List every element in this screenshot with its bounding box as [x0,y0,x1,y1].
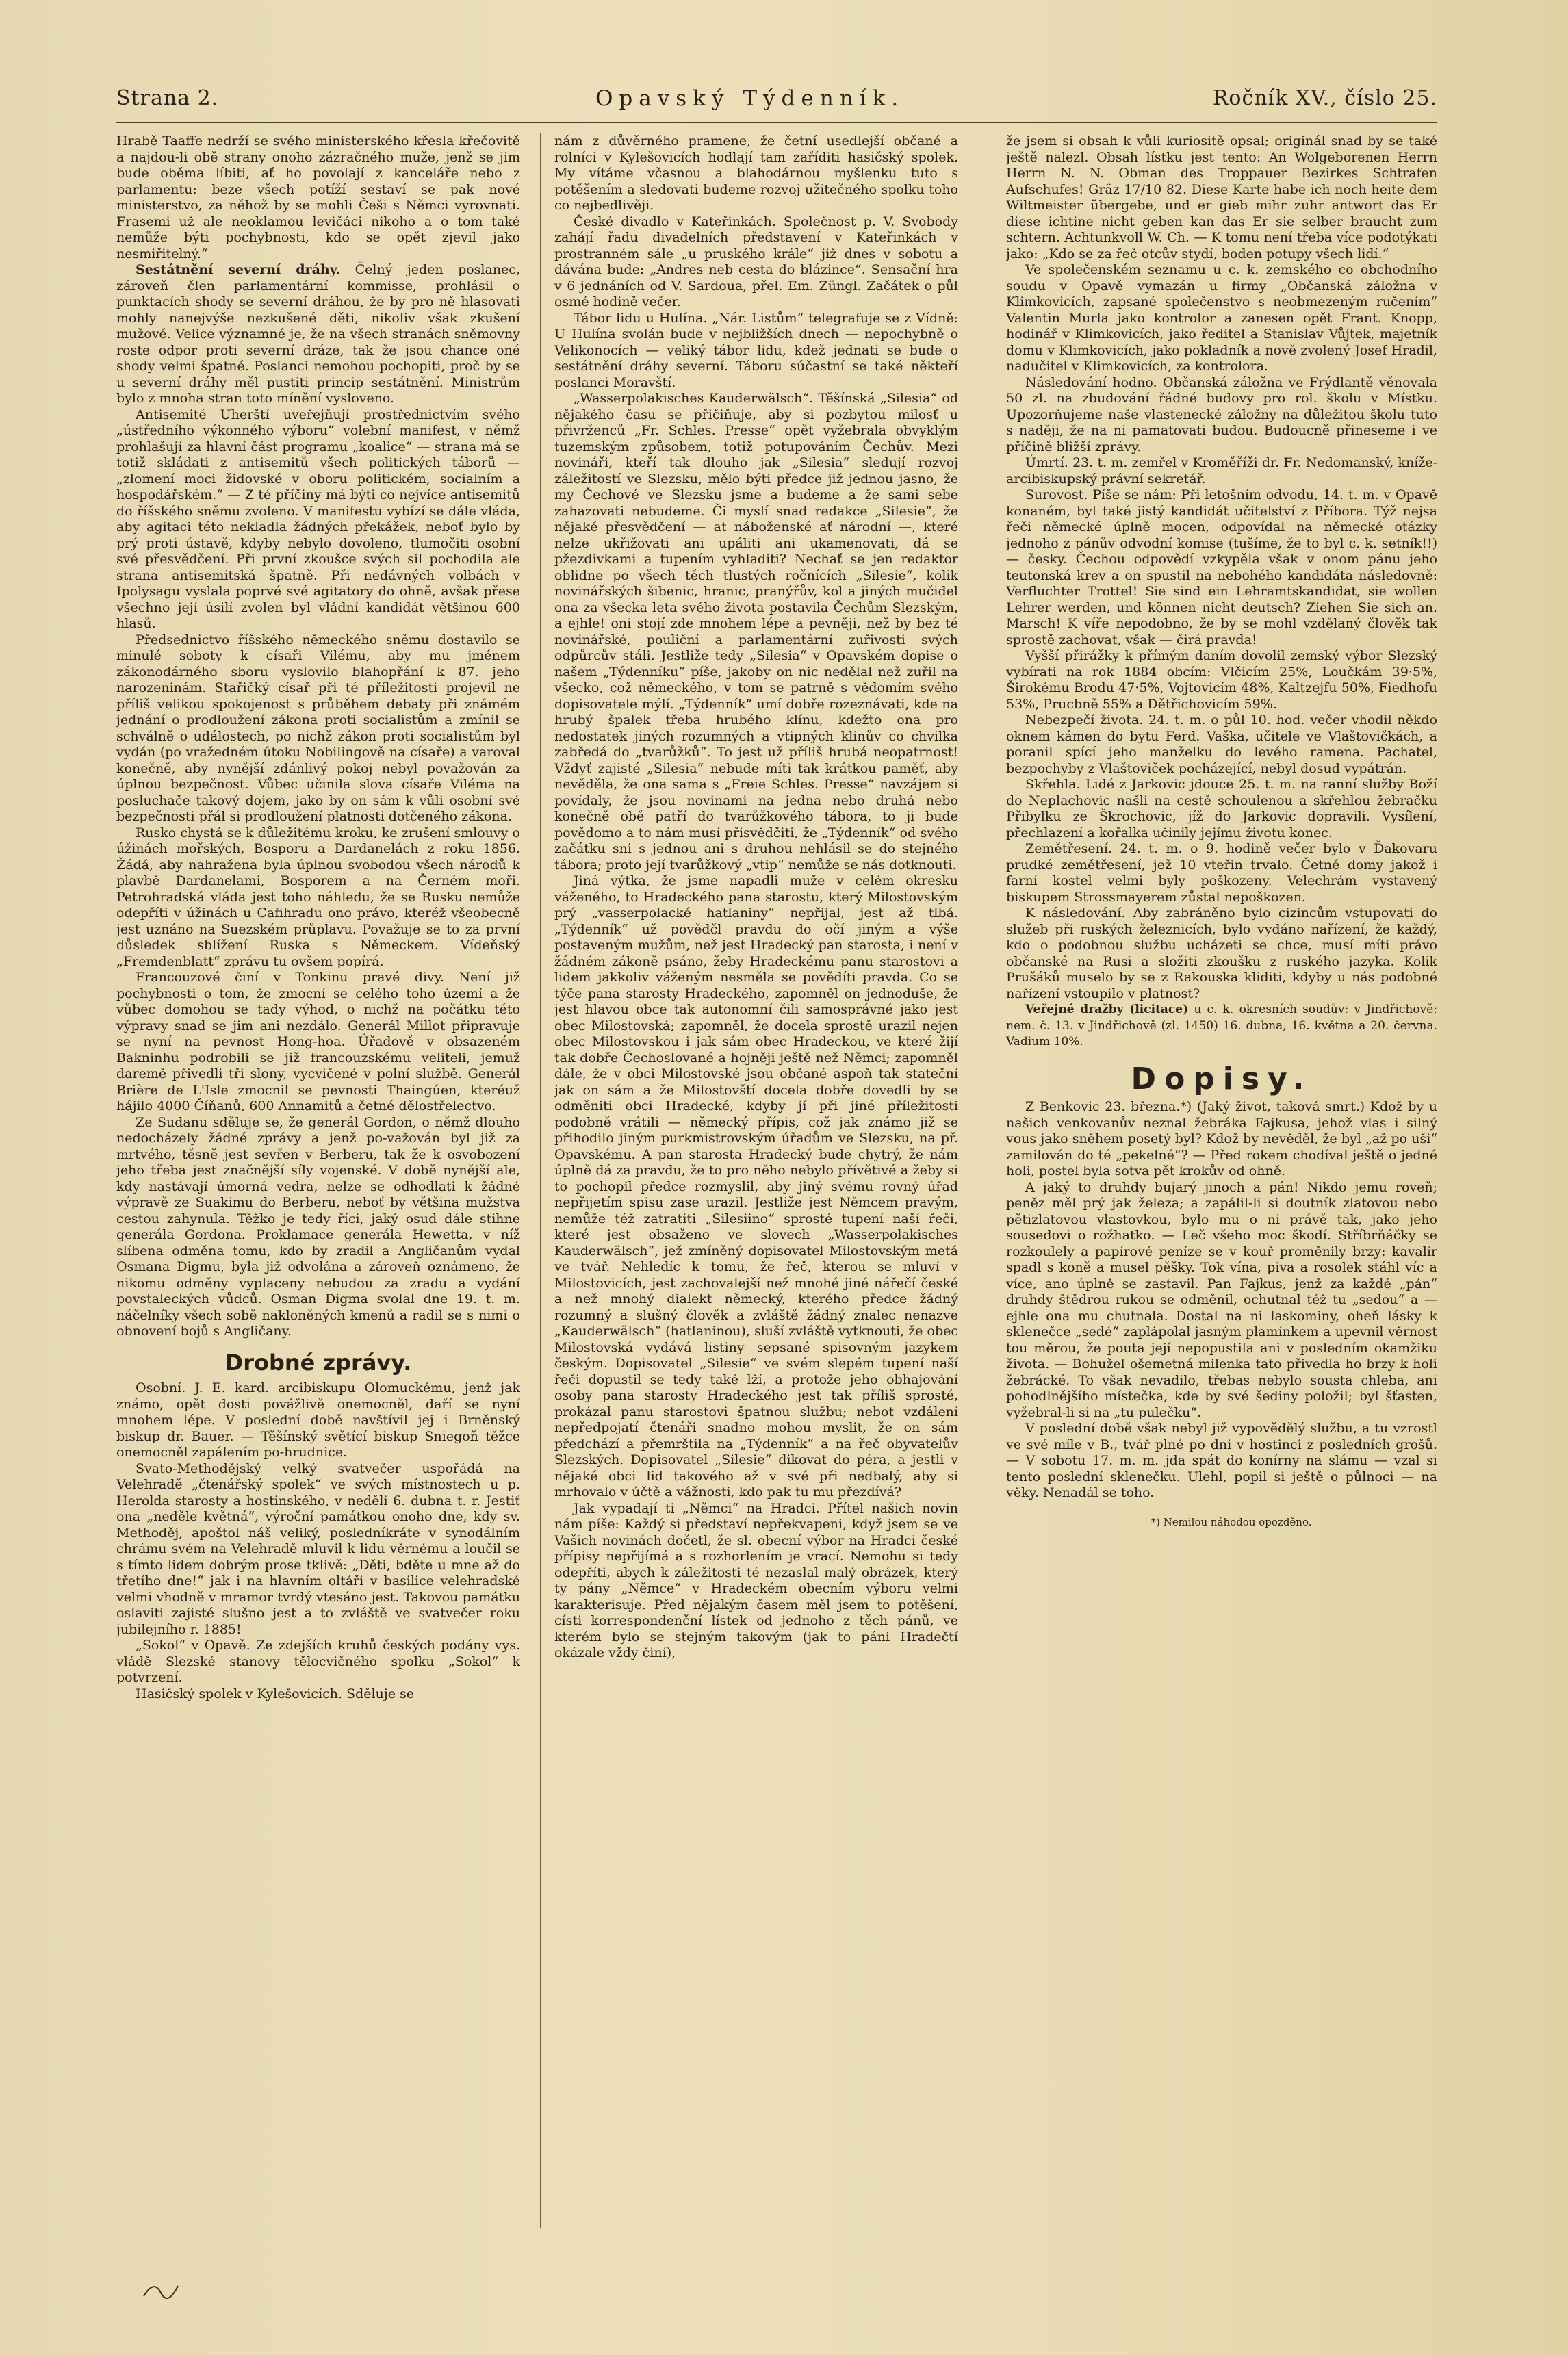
news-item: Tábor lidu u Hulína. „Nár. Listům“ telegrafuje se z Vídně: U Hulína svolán bude v nejbližších dnech — nepochybně o Velikonocích — veliký tábor lidu, kdež jednati se bude o sestátnění dráhy severní. Táboru súčastní se také někteří poslanci Moravští. [554,310,958,390]
news-item: Vyšší přirážky k přímým daním dovolil zemský výbor Slezský vybírati na rok 1884 obcím: Vlčicím 25%, Loučkám 39·5%, Širokému Brodu 47·5%, Vojtovicím 48%, Kaltzejfu 50%, Fiedhofu 53%, Prucbně 55% a Dětřichovicím 59%. [1006,648,1437,712]
news-item: „Sokol“ v Opavě. Ze zdejších kruhů českých podány vys. vládě Slezské stanovy tělocvičného spolku „Sokol“ k potvrzení. [116,1638,520,1685]
news-item: Jak vypadají ti „Němci“ na Hradci. Přítel našich novin nám píše: Každý si představí nepřekvapeni, když jsem se ve Vašich novinách dočetl, že sl. obecní výbor na Hradci české přípisy nepřijímá a s rozhorlením je vrací. Nemohu si tedy odepříti, abych k záležitosti té nezaslal malý obrázek, který ty pány „Němce“ v Hradeckém obecním výboru velmi karakterisuje. Před nějakým časem měl jsem to potěšení, císti korrespondenční lístek od jednoho z těch pánů, ve kterém bylo se stejným takovým (jak to páni Hradečtí okázale vždy činí), [554,1500,958,1660]
news-item: Hasičský spolek v Kylešovicích. Sděluje se [136,1686,415,1701]
auction-title: Veřejné dražby (licitace) [1025,1003,1189,1016]
news-item: Ve společenském seznamu u c. k. zemského co obchodního soudu v Opavě vymazán u firmy „Občanská záložna v Klimkovicích, zapsané společenstvo s neobmezeným ručením“ Valentin Murla jako kontrolor a zanesen opět Frant. Knopp, hodinář v Klimkovicích, jako ředitel a Stanislav Vůjtek, majetník domu v Klimkovicích, jako pokladník a nově zvolený Josef Hradil, nadučitel v Klimkovicích, za kontrolora. [1006,262,1437,374]
article-paragraph: Rusko chystá se k důležitému kroku, ke zrušení smlouvy o úžinách mořských, Bosporu a Dardanelách z roku 1856. Žádá, aby nahražena byla úplnou svobodou všech národů k plavbě Dardanelami, Bosporem a na Černém moři. Petrohradská vláda jest toho náhledu, že se Rusku nemůže odepříti v úžinách u Cafihradu ono právo, kteréž všeobecně jest uznáno na Suezském průplavu. Považuje se to za první důsledek sblížení Ruska s Německem. Vídeňský „Fremdenblatt“ zprávu tu ovšem popírá. [116,825,520,969]
section-title: Drobné zprávy. [224,1349,412,1376]
news-item: Jiná výtka, že jsme napadli muže v celém okresku váženého, to Hradeckého pana starostu, který Milostovským prý „vasserpolacké hatlaniny“ nepřijal, jest až tlbá. „Týdenník“ už povědčl pravdu do očí jiným a výše postaveným mužům, než jest Hradecký pan starosta, i není v žádném zákoně psáno, žeby Hradeckému panu starostovi a lidem jakkoliv váženým nesměla se povědíti pravda. Co se týče pana starosty Hradeckého, zapomněl on jednoduše, že jest hlavou obce tak autonomní čili samosprávné jako jest obec Milostovská; zapomněl, že docela sprostě urazil nejen obec Milostovskou i jak sám obec Hradeckou, ve které žijí tak dobře Čechoslované a hojněji ještě než Němci; zapomněl dále, že v obci Milostovské jsou občané aspoň tak stateční jak on sám a že Milostovští docela dobře dovedli by se odměniti obci Hradecké, kdyby jí při jiné příležitosti podobně vrátili — německý přípis, což jak známo již se přihodilo jiným purkmistrovským úřadům ve Slezsku, na př. Opavskému. A pan starosta Hradecký bude chytrý, že nám úplně dá za pravdu, že to pro něho nebylo přívětivé a žeby si to pochopil předce rozmyslil, aby jiný svému rovný úřad nepřijetím spisu zase urazil. Jestliže jest Němcem pravým, nemůže též zatratiti „Silesiino“ sprosté tupení naší řeči, které jest obsaženo ve slovech „Wasserpolakisches Kauderwälsch“, jež zmíněný dopisovatel Milostovským metá ve tvář. Nehledíc k tomu, že řeč, kterou se mluví v Milostovicích, jest zachovalejší než mnohé jiné nářečí české a než mnohý dialekt německý, kterého předce žádný rozumný a slušný člověk a zvláště žádný znalec nenazve „Kauderwälsch“ (hatlaninou), sluší zvláště vytknouti, že obec Milostovská vydává listiny sepsané spisovným jazykem českým. Dopisovatel „Silesie“ ve svém slepém tupení naší řeči dopustil se tedy také lží, a protože jeho obhajování osoby pana starosty Hradeckého jest tak příliš sprosté, prokázal panu starostovi špatnou službu; nebot vzdálení nepředpojatí čtenáři snadno mohou myslit, že on sám předchází a přemrštila na „Týdenník“ a na řeč obyvatelův Slezských. Dopisovatel „Silesie“ dikovat do péra, a jestli v nějaké obci lid takového až v své při nedbalý, aby si mrhovalo v účtě a vážnosti, kdo pak tu mu přezdívá? [554,873,958,1500]
news-item: Osobní. J. E. kard. arcibiskupu Olomuckému, jenž jak známo, opět dosti povážlivě onemocněl, daří se nyní mnohem lépe. V poslední době navštívil jej i Brněnský biskup dr. Bauer. — Těšínský světící biskup Sniegoň těžce onemocněl zapálením po-hrudnice. [116,1380,520,1460]
article-paragraph: Antisemité Uherští uveřejňují prostřednictvím svého „ústředního výkonného výboru“ volební manifest, v němž prohlašují za hlavní část programu „koalice“ — strana má se totiž skládati z antisemitů všech politických táborů — „zlomení moci židovské v oboru politickém, socialním a hospodářském.“ — Z té příčiny má býti co nejvíce antisemitů do říšského sněmu zvoleno. V manifestu vybízí se dále vláda, aby agitaci této nekladla žádných překážek, neboť bylo by prý proti ústavě, kdyby nebylo dovoleno, tlumočiti osobní své přesvědčení. Při první zkoušce svých sil pochodila ale strana antisemitská špatně. Při nedávných volbách v Ipolysagu vyslala poprvé své agitatory do ohně, avšak přese všechno její úsilí zvolen byl vládní kandidát většinou 600 hlasů. [116,407,520,631]
news-item: Nebezpečí života. 24. t. m. o půl 10. hod. večer vhodil někdo oknem kámen do bytu Ferd. Vaška, učitele ve Vlaštovičkách, a poranil spící jeho manželku do levého ramena. Pachatel, bezpochyby z Vlaštoviček pocházející, nebyl dosud vypátrán. [1006,712,1437,776]
article-heading: Sestátnění severní dráhy. [136,262,341,277]
article-paragraph: Francouzové činí v Tonkinu pravé divy. Není již pochybnosti o tom, že zmocní se celého toho území a že vůbec domohou se tady výhod, o nichž na počátku této výpravy snad se jim ani nezdálo. Generál Millot připravuje se nyní na pevnost Hong-hoa. Úřadově v obsazeném Bakninhu podrobili se již francouzskému veliteli, jemuž daremě přivedli tři slony, vycvičené v polní službě. Generál Brière de L'Isle zmocnil se pevnosti Thaingúen, kteréuž hájilo 4000 Číňanů, 600 Annamitů a četné dělostřelectvo. [116,970,520,1114]
newspaper-title: Opavský Týdenník. [595,86,905,111]
column-divider [540,133,541,2228]
volume-issue: Ročník XV., číslo 25. [1212,86,1437,110]
section-title: Dopisy. [1131,1061,1313,1096]
letter-paragraph: V poslední době však nebyl již vypovědělý službu, a tu vzrostl ve své míle v B., tvář plné po dni v hostinci z posledních grošů. — V sobotu 17. m. m. jda spát do konírny na slámu — vzal si tento poslední sklenečku. Ulehl, popil si ještě o půlnoci — na věky. Nenadál se toho. [1006,1421,1437,1500]
footnote: *) Nemilou náhodou opozděno. [1151,1515,1312,1528]
article-paragraph: Ze Sudanu sděluje se, že generál Gordon, o němž dlouho nedocházely žádné zprávy a jenž po-važován byl již za mrtvého, těsně jest sevřen v Berberu, tak že k osvobození jeho třeba jest značnější síly vojenské. V době nynější ale, kdy nastávají úmorná vedra, nelze se odhodlati k žádné výpravě ze Suakimu do Berberu, neboť by většina mužstva cestou zahynula. Těžko je tedy říci, jaký osud dále stihne generála Gordona. Proklamace generála Hewetta, v níž slíbena odměna tomu, kdo by zradil a Angličanům vydal Osmana Digmu, byla již odvolána a zároveň oznámeno, že nikomu odměny vyplaceny nebudou za zradu a vydání povstaleckých vůdců. Osman Digma svolal dne 19. t. m. náčelníky všech sobě nakloněných kmenů a radil se s nimi o obnovení bojů s Angličany. [116,1114,520,1339]
news-item: Úmrtí. 23. t. m. zemřel v Kroměříži dr. Fr. Nedomanský, kníže-arcibiskupský právní sekretář. [1006,455,1437,487]
auction-vadium: Vadium 10%. [1006,1035,1083,1048]
news-item: Surovost. Píše se nám: Při letošním odvodu, 14. t. m. v Opavě konaném, byl také jistý kandidát učitelství z Příbora. Týž nejsa řeči německé úplně mocen, odpovídal na německé otázky jednoho z pánův odvodní komise (tušíme, že to byl c. k. setník!!) — česky. Čechou odpovědí vzkypěla však v onom pánu jeho teutonská krev a on spustil na nebohého kandidáta následovně: Verfluchter Trottel! Sie sind ein Lehramtskandidat, sie wollen Lehrer werden, und können nicht deutsch? Ziehen Sie sich an. Marsch! K víře nepodobno, že by se mohl vzdělaný člověk tak sprostě zachovat, však — čirá pravda! [1006,487,1437,647]
news-item: Skřehla. Lidé z Jarkovic jdouce 25. t. m. na ranní služby Boží do Neplachovic našli na cestě schoulenou a skřehlou žebračku Přibylku ze Škrochovic, jíž do Jarkovic dopravili. Vysílení, přechlazení a kořalka učinily jejímu životu konec. [1006,777,1437,840]
ink-mark [140,2276,181,2303]
news-item: K následování. Aby zabráněno bylo cizincům vstupovati do služeb při ruských železnicích, bylo vydáno nařízení, že každý, kdo o podobnou službu ucházeti se chce, musí míti právo občanské na Rusi a složiti zkoušku z ruského jazyka. Kolik Prušáků muselo by se z Rakouska kliditi, kdyby u nás podobné nařízení vstoupilo v platnost? [1006,905,1437,1001]
news-item: nám z důvěrného pramene, že četní usedlejší občané a rolníci v Kylešovicích hodlají tam zaříditi hasičský spolek. My vítáme včasnou a blahodárnou myšlenku tuto s potěšením a sledovati budeme rozvoj užitečného spolku toho co nejbedlivěji. [554,133,958,213]
news-item: Zemětřesení. 24. t. m. o 9. hodině večer bylo v Ďakovaru prudké zemětřesení, jež 10 vteřin trvalo. Četné domy jakož i farní kostel velmi byly poškozeny. Velechrám vystavený biskupem Strossmayerem zůstal nepoškozen. [1006,841,1437,905]
column-2 [554,133,958,2255]
letter-paragraph: A jaký to druhdy bujarý jinoch a pán! Nikdo jemu roveň; peněz měl prý jak železa; a zapálil-li si doutník zlatovou nebo pětizlatovou vlastovkou, bylo mu o ni právě tak, jako jeho sousedovi o rožhatko. — Leč všeho moc škodí. Stříbrňáčky se rozkoulely a papírové peníze se v kouř proměnily brzy: kavalír spadl s koně a musel pěšky. Tok vína, piva a rosolek stáhl víc a více, ano úplně se zastavil. Pan Fajkus, jenž za každé „pán“ druhdy štědrou rukou se odměnil, ochutnal též tu „sedou“ a — ejhle ona mu chutnala. Dostal na ni laskominy, oheň lásky k sklenečce „sedé“ zaplápolal jasným plamínkem a upevnil věrnost tou měrou, že pouta její nepopustila ani v posledním okamžiku života. — Bohužel ošemetná milenka tato přivedla ho brzy k holi žebrácké. To však nevadilo, třebas nebylo sousta chleba, ani pohodlnějšího místečka, kde by své šediny položil; byl šťasten, vyžebral-li si na „tu pulečku“. [1006,1179,1437,1420]
article-text: Hrabě Taaffe nedrží se svého ministerského křesla křečovitě a najdou-li obě strany onoho zázračného muže, jenž se jim bude oběma líbiti, ať ho povolají z kanceláře nebo z parlamentu: beze všech potíží sestaví se pak nové ministerstvo, za něhož by se mohli Češi s Němci vyrovnati. Frasemi už ale neoklamou levičáci nikoho a o tom také nemůže býti pochybnosti, kdo se opět zjevil jako nesmiřitelný.“ [116,133,520,261]
auction-text: u c. k. okresních soudův: v Jindřichově: nem. č. 13. v Jindřichově (zl. 1450) 16. dubna, 16. května a 20. června. [1006,1003,1437,1033]
header-rule [116,122,1437,123]
column-1 [116,133,520,2255]
page-header [116,81,1437,120]
auction-notice [1006,1002,1437,1051]
article-text: Čelný jeden poslanec, zároveň člen parlamentární kommisse, prohlásil o punktacích shody se severní dráhou, že by pro ně hlasovati mohly nanejvýše nezkušené děti, nikoliv však zkušení mužové. Velice významné je, že na všech stranách sněmovny roste odpor proti severní dráze, tak že jsou chance oné shody velmi špatné. Poslanci nemohou pochopiti, proč by se u severní dráhy měl pustiti princip sestátnění. Ministrům bylo z mnoha stran toto mínění vysloveno. [116,262,520,406]
news-item: České divadlo v Kateřinkách. Společnost p. V. Svobody zahájí řadu divadelních představení v Kateřinkách v prostranném sále „u pruského krále“ již dnes v sobotu a dávána bude: „Andres neb cesta do blázince“. Sensační hra v 6 jednáních od V. Sardoua, přel. Em. Züngl. Začátek o půl osmé hodině večer. [554,214,958,309]
page-number: Strana 2. [116,86,219,110]
article-paragraph: Předsednictvo říšského německého sněmu dostavilo se minulé soboty k císaři Vilému, aby mu jménem zákonodárného sboru vyslovilo blahopřání k 87. jeho narozeninám. Stařičký císař při té příležitosti projevil ne příliš velikou spokojenost s průběhem debaty při známém jednání o prodloužení zákona proti socialistům a zmínil se schválně o událostech, po nichž zákon proti socialistům byl vydán (po vražedném útoku Nobilingově na císaře) a varoval konečně, aby nynější zdánlivý pokoj nebyl považován za úplnou bezpečnost. Vůbec učinila slova císaře Viléma na posluchače takový dojem, jako by on sám k vůli osobní své bezpečnosti přál si prodloužení platnosti dotčeného zákona. [116,632,520,824]
article-paragraph [116,262,520,407]
news-item: že jsem si obsah k vůli kuriositě opsal; originál snad by se také ještě nalezl. Obsah lístku jest tento: An Wolgeborenen Herrn Herrn N. N. Obman des Troppauer Bezirkes Schtrafen Aufschufes! Gräz 17/10 82. Diese Karte habe ich noch heite dem Wiltmeister übergebe, und er gieb mihr zuhr antwort das Er diese ichtine nicht geben kan das Er sie selber braucht zum schtern. Achtunkvoll W. Ch. — K tomu není třeba více podotýkati jako: „Kdo se za řeč otcův stydí, boden potupy všech lidí.“ [1006,133,1437,261]
letter-paragraph: Z Benkovic 23. března.*) (Jaký život, taková smrt.) Kdož by u našich venkovanův neznal žebráka Fajkusa, jehož vlas i silný vous jako sněhem posetý byl? Kdož by nevěděl, že byl „až po uši“ zamilován do té „pekelné“? — Před rokem chodíval ještě o jedné holi, postel byla sotva pět krokův od ohně. [1006,1099,1437,1179]
news-item: Svato-Methodějský velký svatvečer uspořádá na Velehradě „čtenářský spolek“ ve svých místnostech u p. Herolda starosty a hostinského, v neděli 6. dubna t. r. Jestiť ona „neděle květná“, výroční památkou onoho dne, kdy sv. Methoděj, apoštol náš veliký, posledníkráte v synodálním chrámu svém na Velehradě mluvil k lidu věrnému a loučil se s tímto lidem dobrým prose tklivě: „Děti, bděte u mne až do třetího dne!“ jak i na hlavním oltáři v basilice velehradské velmi vhodně v mramor tvrdý vtesáno jest. Takovou památku oslaviti zajisté slušno jest a to zvláště ve svatvečer roku jubilejního r. 1885! [116,1460,520,1637]
column-3 [1006,133,1437,2255]
news-item: „Wasserpolakisches Kauderwälsch“. Těšínská „Silesia“ od nějakého času se přičiňuje, aby si pozbytou milosť u přivrženců „Fr. Schles. Presse“ opět vyžebrala obvyklým tuzemským způsobem, totiž potupováním Čechův. Mezi novináři, kteří tak dlouho jak „Silesia“ sledují rozvoj záležitostí ve Slezsku, mělo býti předce již jednou jasno, že my Čechové ve Slezsku jsme a budeme a že sami sebe zahazovati nebudeme. Či myslí snad redakce „Silesie“, že nějaké přesvědčení — at náboženské ať národní —, které nelze ukřižovati ani upáliti ani ukamenovati, dá se pžezdivkami a tupením vyhladiti? Nechať se jen redaktor oblidne po všech těch tlustých ročnících „Silesie“, kolik novinářských šibenic, hranic, pranýřův, kol a jiných mučidel ona za všecka leta svého života postavila Čechům Slezským, a ejhle! oni stojí zde mnohem lépe a pevněji, než by bez té novinářské, pouliční a parlamentární zuřivosti svých odpůrcův stáli. Jestliže tedy „Silesia“ v Opavském dopise o našem „Týdenníku“ píše, jakoby on nic nedělal než zuřil na všecko, což německého, v tom se patrně s vědomím svého dopisovatele mýlí. „Týdenník“ umí dobře rozeznávati, kde na hrubý špalek třeba hrubého klínu, kdežto ona pro nedostatek jiných rozumných a vtipných klinův co chvilka zabředá do „tvarůžků“. To jest už příliš hrubá neopatrnost! Vždyť zajisté „Silesia“ nebude míti tak krátkou paměť, aby nevěděla, že ona sama s „Freie Schles. Presse“ navzájem si povídaly, že jsou novinami na jedna nebo druhá nebo konečně obě patří do tvarůžkového tábora, to ji bude povědomo a to nám musí přisvědčiti, že „Týdenník“ od svého začátku sni s jednou ani s druhou nehlásil se do stejného tábora; proto její tvarůžkový „vtip“ nemůže se nás dotknouti. [554,391,958,873]
news-item: Následování hodno. Občanská záložna ve Frýdlantě věnovala 50 zl. na zbudování řádné budovy pro rol. školu v Místku. Upozorňujeme naše vlastenecké záložny na důležitou školu tuto s naději, že na ni pamatovati budou. Budoucně přineseme i ve příčině bližší zprávy. [1006,374,1437,454]
